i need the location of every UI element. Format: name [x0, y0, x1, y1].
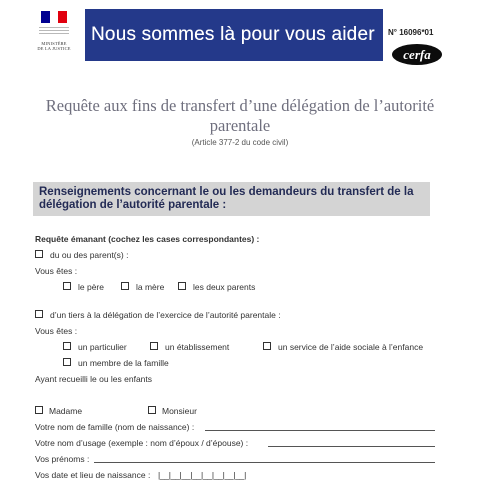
section-header — [33, 182, 430, 216]
service-ase-checkbox[interactable] — [263, 342, 271, 350]
particulier-label: un particulier — [78, 342, 127, 352]
pere-label: le père — [78, 282, 104, 292]
membre-famille-label: un membre de la famille — [78, 358, 169, 368]
nom-usage-field[interactable] — [268, 446, 435, 447]
republic-logo — [33, 9, 75, 59]
marianne-text-lines — [39, 25, 69, 34]
particulier-checkbox[interactable] — [63, 342, 71, 350]
madame-checkbox[interactable] — [35, 406, 43, 414]
cerfa-logo: cerfa — [392, 44, 442, 65]
naissance-label: Vos date et lieu de naissance : — [35, 470, 151, 480]
ministry-label: MINISTÈRE DE LA JUSTICE — [37, 41, 71, 51]
prenoms-field[interactable] — [94, 462, 435, 463]
banner-text: Nous sommes là pour vous aider — [91, 24, 375, 45]
parents-checkbox[interactable] — [35, 250, 43, 258]
tiers-checkbox[interactable] — [35, 310, 43, 318]
vous-etes-label-2: Vous êtes : — [35, 326, 78, 336]
pere-checkbox[interactable] — [63, 282, 71, 290]
prenoms-label: Vos prénoms : — [35, 454, 90, 464]
nom-famille-field[interactable] — [205, 430, 435, 431]
nom-famille-label: Votre nom de famille (nom de naissance) : — [35, 422, 195, 432]
cerfa-number: N° 16096*01 — [388, 28, 434, 37]
naissance-date-field[interactable]: |__|__|__|__|__|__|__|__| — [158, 470, 247, 480]
tiers-option-label: d’un tiers à la délégation de l’exercice de l’autorité parentale : — [50, 310, 281, 320]
monsieur-checkbox[interactable] — [148, 406, 156, 414]
etablissement-checkbox[interactable] — [150, 342, 158, 350]
header-banner — [85, 9, 383, 61]
nom-usage-label: Votre nom d’usage (exemple : nom d’époux / d’épouse) : — [35, 438, 249, 448]
etablissement-label: un établissement — [165, 342, 230, 352]
deux-parents-checkbox[interactable] — [178, 282, 186, 290]
document-title: Requête aux fins de transfert d’une délégation de l’autorité parentale — [45, 96, 435, 135]
membre-famille-checkbox[interactable] — [63, 358, 71, 366]
french-flag-icon — [41, 11, 67, 23]
deux-parents-label: les deux parents — [193, 282, 256, 292]
service-ase-label: un service de l’aide sociale à l’enfance — [278, 342, 424, 352]
recueilli-label: Ayant recueilli le ou les enfants — [35, 374, 153, 384]
mere-label: la mère — [136, 282, 165, 292]
document-subtitle: (Article 377-2 du code civil) — [191, 138, 289, 147]
request-label: Requête émanant (cochez les cases correspondantes) : — [35, 234, 260, 244]
monsieur-label: Monsieur — [162, 406, 197, 416]
section-title: Renseignements concernant le ou les demandeurs du transfert de la délégation de l’autorité parentale : — [39, 186, 414, 211]
vous-etes-label: Vous êtes : — [35, 266, 78, 276]
parents-option-label: du ou des parent(s) : — [50, 250, 129, 260]
madame-label: Madame — [49, 406, 83, 416]
mere-checkbox[interactable] — [121, 282, 129, 290]
